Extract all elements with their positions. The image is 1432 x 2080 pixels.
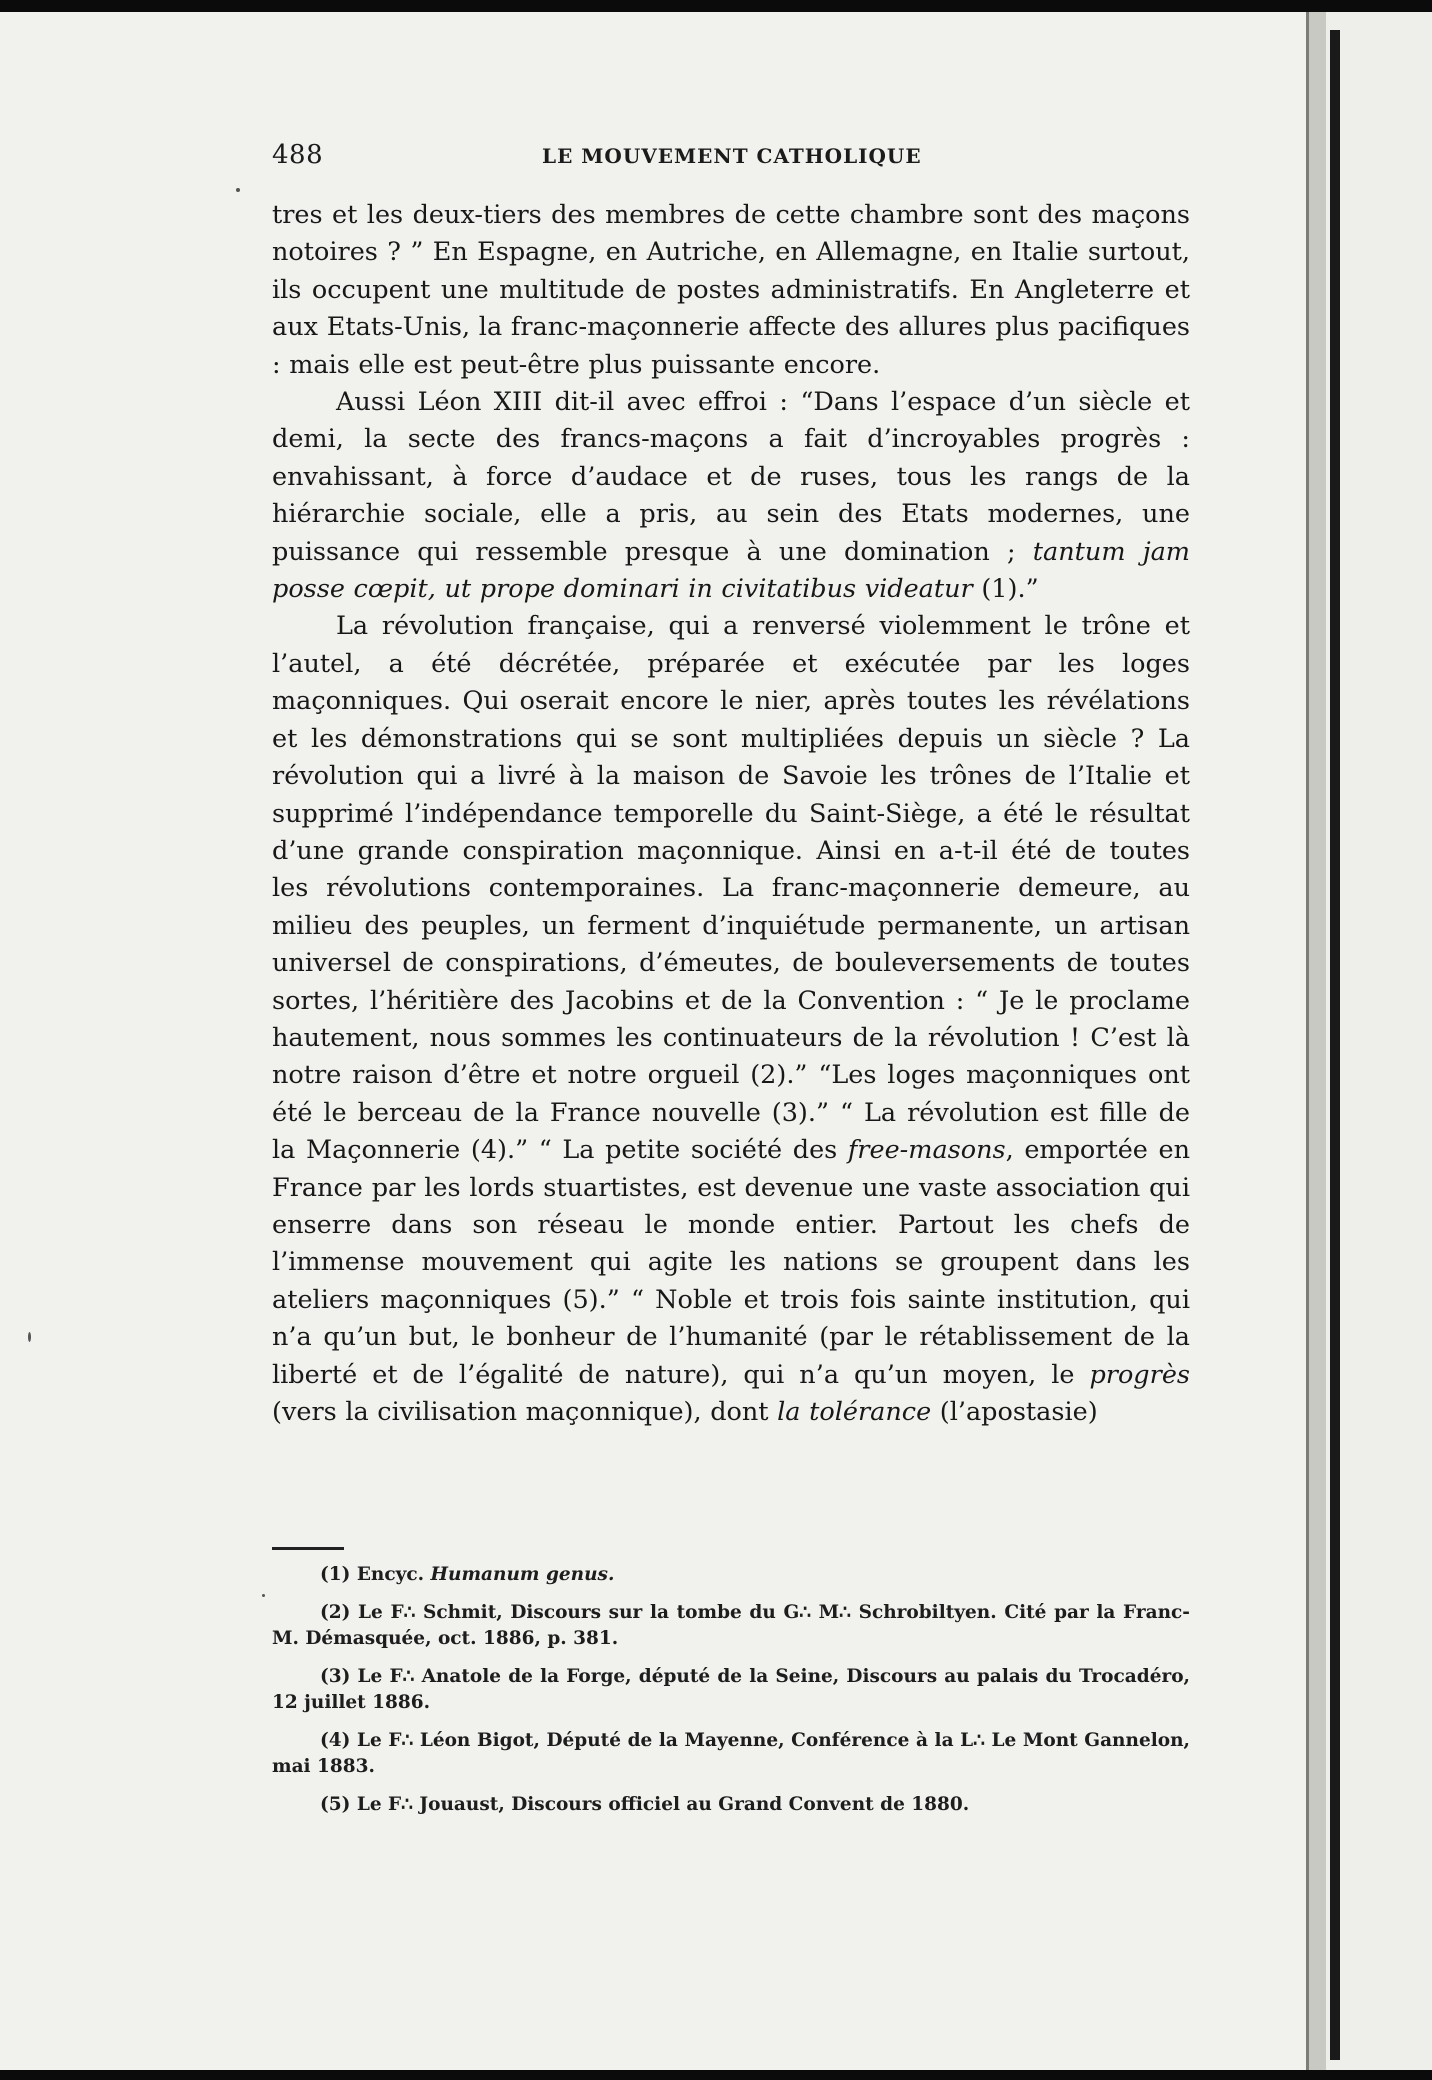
- scan-speck: [236, 188, 240, 192]
- footnotes: [272, 1562, 1190, 1830]
- footnote-4: (4) Le F∴ Léon Bigot, Député de la Mayenne, Conférence à la L∴ Le Mont Gannelon, mai 1883.: [272, 1730, 1190, 1777]
- footnote-1: [272, 1562, 1190, 1588]
- paragraph-1: tres et les deux-tiers des membres de cette chambre sont des maçons notoires ? ” En Espagne, en Autriche, en Allemagne, en Italie surtout, ils occupent une multitude de postes administratifs. En Angleterre et aux Etats-Unis, la franc-maçonnerie affecte des allures plus pacifiques : mais elle est peut-être plus puissante encore.: [272, 200, 1190, 380]
- paragraph-3-text-a: La révolution française, qui a renversé violemment le trône et l’autel, a été décrétée, préparée et exécutée par les loges maçonniques. Qui oserait encore le nier, après toutes les révélations et les démonstrations qui se sont multipliées depuis un siècle ? La révolution qui a livré à la maison de Savoie les trônes de l’Italie et supprimé l’indépendance temporelle du Saint-Siège, a été le résultat d’une grande conspiration maçonnique. Ainsi en a-t-il été de toutes les révolutions contemporaines. La franc-maçonnerie demeure, au milieu des peuples, un ferment d’inquiétude permanente, un artisan universel de conspirations, d’émeutes, de bouleversements de toutes sortes, l’héritière des Jacobins et de la Convention : “ Je le proclame hautement, nous sommes les continuateurs de la révolution ! C’est là notre raison d’être et notre orgueil (2).” “Les loges maçonniques ont été le berceau de la France nouvelle (3).” “ La révolution est fille de la Maçonnerie (4).” “ La petite société des: [272, 611, 1190, 1166]
- paragraph-3-text-c: (vers la civilisation maçonnique), dont: [272, 1397, 778, 1427]
- footnote-5: (5) Le F∴ Jouaust, Discours officiel au Grand Convent de 1880.: [320, 1794, 970, 1815]
- paragraph-3: [272, 608, 1190, 1431]
- paragraph-3-italic-free-masons: free-masons: [847, 1135, 1006, 1166]
- paragraph-3-italic-progres: progrès: [1089, 1359, 1190, 1390]
- body-text: [272, 197, 1190, 1431]
- paragraph-2-end: (1).”: [972, 574, 1039, 605]
- scan-speck: [262, 1594, 265, 1597]
- facing-page-shadow: [1330, 30, 1340, 2060]
- footnote-1-text: (1) Encyc.: [320, 1564, 431, 1585]
- paragraph-2-latin-quote: tantum jam posse cœpit, ut prope dominari in civitatibus videatur: [272, 536, 1190, 605]
- paragraph-3-text-b: , emportée en France par les lords stuartistes, est devenue une vaste association qui enserre dans son réseau le monde entier. Partout les chefs de l’immense mouvement qui agite les nations se groupent dans les ateliers maçonniques (5).” “ Noble et trois fois sainte institution, qui n’a qu’un but, le bonheur de l’humanité (par le rétablissement de la liberté et de l’égalité de nature), qui n’a qu’un moyen, le: [272, 1135, 1191, 1390]
- facing-page-edge: [1326, 12, 1432, 2070]
- scan-speck: [28, 1332, 31, 1342]
- page-header: [272, 140, 1190, 180]
- paragraph-3-text-d: (l’apostasie): [931, 1397, 1098, 1427]
- footnote-2: (2) Le F∴ Schmit, Discours sur la tombe du G∴ M∴ Schrobiltyen. Cité par la Franc-M. Démasquée, oct. 1886, p. 381.: [272, 1602, 1190, 1649]
- book-page: [0, 12, 1308, 2070]
- paragraph-2-text: Aussi Léon XIII dit-il avec effroi : “Dans l’espace d’un siècle et demi, la secte des francs-maçons a fait d’incroyables progrès : envahissant, à force d’audace et de ruses, tous les rangs de la hiérarchie sociale, elle a pris, au sein des Etats modernes, une puissance qui ressemble presque à une domination ;: [272, 387, 1190, 567]
- page-number: 488: [272, 140, 324, 170]
- footnote-1-italic: Humanum genus.: [430, 1564, 615, 1585]
- running-title: LE MOUVEMENT CATHOLIQUE: [542, 144, 922, 168]
- paragraph-2: [272, 384, 1190, 608]
- footnote-3: (3) Le F∴ Anatole de la Forge, député de la Seine, Discours au palais du Trocadéro, 12 juillet 1886.: [272, 1666, 1190, 1713]
- footnote-separator: [272, 1547, 344, 1550]
- paragraph-3-italic-tolerance: la tolérance: [777, 1397, 932, 1427]
